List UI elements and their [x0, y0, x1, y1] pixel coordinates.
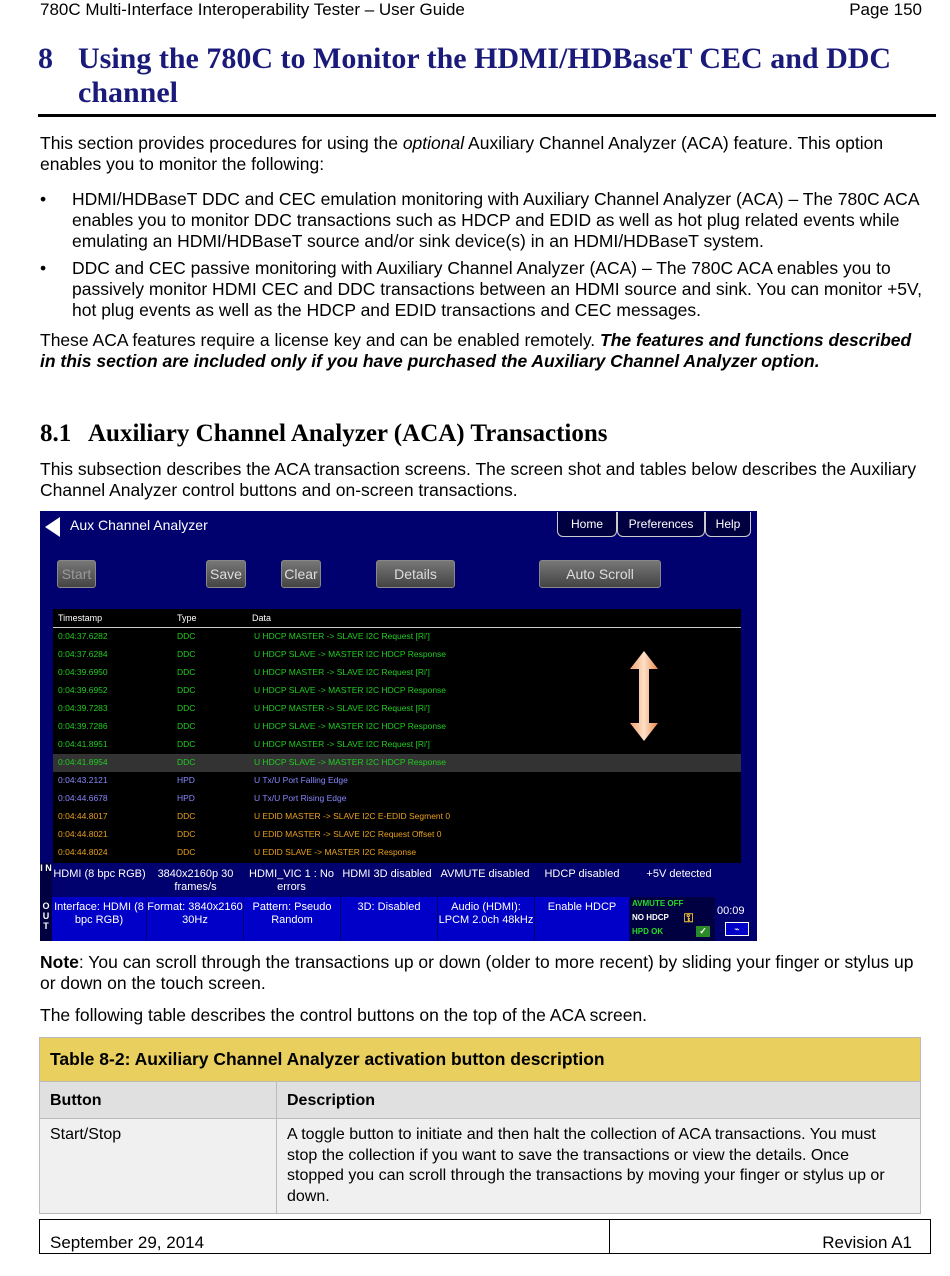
intro-emphasis: optional — [402, 133, 465, 153]
row-type: DDC — [177, 739, 196, 749]
row-data: U Tx/U Port Falling Edge — [254, 775, 348, 785]
subsection-number: 8.1 — [40, 420, 72, 447]
row-type: DDC — [177, 703, 196, 713]
table-row[interactable] — [53, 772, 741, 790]
avmute-indicator: AVMUTE OFF — [632, 899, 684, 908]
in-vic: HDMI_VIC 1 : No errors — [249, 868, 334, 893]
col-timestamp: Timestamp — [58, 613, 103, 623]
bullet-text: DDC and CEC passive monitoring with Auxiliary Channel Analyzer (ACA) – The 780C ACA enables you to passively monitor HDMI CEC and DDC transactions between an HDMI source and sink. You can monitor +5V, hot plug events as well as the HDCP and EDID transactions and CEC messages. — [72, 258, 922, 320]
help-tab[interactable]: Help — [705, 512, 751, 537]
aca-screenshot — [40, 511, 757, 941]
row-data: U HDCP MASTER -> SLAVE I2C Request [Ri'] — [254, 703, 430, 713]
note-paragraph — [40, 952, 930, 994]
row-timestamp: 0:04:39.7283 — [58, 703, 108, 713]
intro-text: This section provides procedures for using the — [40, 133, 403, 153]
bullet-item — [40, 258, 930, 321]
hpd-indicator: HPD OK — [632, 927, 664, 936]
cell-button: Start/Stop — [40, 1119, 277, 1214]
bullet-text: HDMI/HDBaseT DDC and CEC emulation monitoring with Auxiliary Channel Analyzer (ACA) – The 780C ACA enables you to monitor DDC transactions such as HDCP and EDID as well as hot plug related events while emulating an HDMI/HDBaseT source and/or sink device(s) in an HDMI/HDBaseT system. — [72, 189, 919, 251]
out-audio-button[interactable]: Audio (HDMI): LPCM 2.0ch 48kHz — [438, 897, 535, 941]
enable-hdcp-button[interactable]: Enable HDCP — [535, 897, 630, 941]
row-timestamp: 0:04:44.8024 — [58, 847, 108, 857]
preferences-tab[interactable]: Preferences — [617, 512, 705, 537]
subsection-title: Auxiliary Channel Analyzer (ACA) Transactions — [88, 420, 608, 447]
row-timestamp: 0:04:44.8021 — [58, 829, 108, 839]
note-text: : You can scroll through the transactions up or down (older to more recent) by sliding your finger or stylus up or down on the touch screen. — [40, 952, 914, 993]
row-type: DDC — [177, 649, 196, 659]
row-data: U HDCP MASTER -> SLAVE I2C Request [Ri'] — [254, 739, 430, 749]
row-timestamp: 0:04:37.6282 — [58, 631, 108, 641]
section-number: 8 — [38, 42, 53, 75]
row-data: U HDCP SLAVE -> MASTER I2C HDCP Response — [254, 685, 447, 695]
bullet-symbol: • — [40, 189, 47, 209]
key-icon: ⚿ — [684, 911, 694, 925]
save-button[interactable]: Save — [206, 560, 246, 588]
in-format: 3840x2160p 30 frames/s — [157, 868, 234, 893]
row-timestamp: 0:04:44.6678 — [58, 793, 108, 803]
out-pattern-button[interactable]: Pattern: Pseudo Random — [244, 897, 341, 941]
license-text: These ACA features require a license key and can be enabled remotely. — [40, 330, 601, 350]
table-caption: Table 8-2: Auxiliary Channel Analyzer activation button description — [40, 1038, 921, 1082]
status-indicators — [630, 897, 715, 941]
row-type: DDC — [177, 685, 196, 695]
cell-description: A toggle button to initiate and then halt the collection of ACA transactions. You must stop the collection if you want to save the transactions or view the details. Once stopped you can scroll through the transactions by moving your finger or stylus up or down. — [277, 1119, 921, 1214]
row-type: DDC — [177, 811, 196, 821]
footer-divider — [609, 1220, 610, 1253]
row-timestamp: 0:04:39.6950 — [58, 667, 108, 677]
home-tab[interactable]: Home — [557, 512, 617, 537]
auto-scroll-button[interactable]: Auto Scroll — [539, 560, 661, 588]
start-button[interactable]: Start — [57, 560, 96, 588]
out-label: O U T — [40, 897, 52, 941]
row-timestamp: 0:04:41.8954 — [58, 757, 108, 767]
button-description-table — [39, 1037, 921, 1214]
transaction-table[interactable] — [53, 609, 741, 863]
row-type: DDC — [177, 721, 196, 731]
bullet-item — [40, 189, 930, 252]
table-row[interactable] — [53, 754, 741, 772]
row-data: U HDCP SLAVE -> MASTER I2C HDCP Response — [254, 721, 447, 731]
row-data: U EDID MASTER -> SLAVE I2C Request Offset 0 — [254, 829, 442, 839]
license-paragraph — [40, 330, 930, 372]
bullet-symbol: • — [40, 258, 47, 278]
table-row[interactable] — [53, 826, 741, 844]
intro-text-cont: Auxiliary Channel Analyzer (ACA) feature. This option enables you to monitor the following: — [40, 133, 884, 174]
back-arrow-icon[interactable] — [45, 517, 60, 537]
feature-bullets — [40, 189, 930, 327]
license-emphasis: The features and functions described in this section are included only if you have purchased the Auxiliary Channel Analyzer option. — [40, 330, 912, 371]
table-intro: The following table describes the control buttons on the top of the ACA screen. — [40, 1005, 648, 1025]
row-type: DDC — [177, 829, 196, 839]
table-header — [53, 609, 741, 628]
hdcp-indicator: NO HDCP — [632, 913, 669, 922]
header-description: Description — [277, 1082, 921, 1119]
scroll-arrow-icon — [630, 651, 658, 741]
footer-revision: Revision A1 — [822, 1233, 912, 1252]
out-format-button[interactable]: Format: 3840x2160 30Hz — [147, 897, 244, 941]
in-5v: +5V detected — [646, 868, 712, 880]
subsection-heading — [40, 420, 607, 448]
output-status-bar — [40, 897, 757, 941]
in-interface: HDMI (8 bpc RGB) — [53, 868, 146, 880]
app-titlebar — [40, 511, 757, 541]
row-timestamp: 0:04:39.7286 — [58, 721, 108, 731]
table-row — [40, 1119, 921, 1214]
row-timestamp: 0:04:43.2121 — [58, 775, 108, 785]
row-type: HPD — [177, 775, 195, 785]
header-button: Button — [40, 1082, 277, 1119]
col-data: Data — [252, 613, 272, 623]
out-3d-button[interactable]: 3D: Disabled — [341, 897, 438, 941]
section-title: Using the 780C to Monitor the HDMI/HDBaseT CEC and DDC channel — [78, 42, 892, 109]
row-data: U HDCP MASTER -> SLAVE I2C Request [Ri'] — [254, 667, 430, 677]
table-row[interactable] — [53, 844, 741, 862]
note-label: Note — [40, 952, 79, 972]
subsection-intro: This subsection describes the ACA transaction screens. The screen shot and tables below describes the Auxiliary Channel Analyzer control buttons and on-screen transactions. — [40, 459, 917, 500]
page-header — [40, 0, 922, 24]
row-data: U HDCP SLAVE -> MASTER I2C HDCP Response — [254, 757, 447, 767]
row-type: HPD — [177, 793, 195, 803]
row-type: DDC — [177, 847, 196, 857]
function-icon[interactable]: ⌁ — [725, 922, 749, 936]
footer-date: September 29, 2014 — [50, 1233, 205, 1252]
in-avmute: AVMUTE disabled — [440, 868, 530, 880]
page-footer — [39, 1219, 931, 1254]
details-button[interactable]: Details — [376, 560, 455, 588]
in-3d: HDMI 3D disabled — [342, 868, 432, 880]
row-timestamp: 0:04:44.8017 — [58, 811, 108, 821]
elapsed-time: 00:09 — [717, 905, 745, 917]
row-data: U HDCP SLAVE -> MASTER I2C HDCP Response — [254, 649, 447, 659]
in-label: I N — [40, 863, 52, 897]
row-type: DDC — [177, 757, 196, 767]
app-title: Aux Channel Analyzer — [70, 517, 208, 533]
row-data: U EDID MASTER -> SLAVE I2C E-EDID Segment 0 — [254, 811, 451, 821]
table-row[interactable] — [53, 628, 741, 646]
col-type: Type — [177, 613, 197, 623]
clear-button[interactable]: Clear — [281, 560, 321, 588]
row-data: U Tx/U Port Rising Edge — [254, 793, 347, 803]
row-timestamp: 0:04:41.8951 — [58, 739, 108, 749]
row-data: U HDCP MASTER -> SLAVE I2C Request [Ri'] — [254, 631, 430, 641]
checkmark-icon: ✓ — [696, 926, 710, 937]
header-title: 780C Multi-Interface Interoperability Tester – User Guide — [40, 0, 465, 19]
table-row[interactable] — [53, 790, 741, 808]
row-type: DDC — [177, 667, 196, 677]
in-hdcp: HDCP disabled — [544, 868, 620, 880]
row-timestamp: 0:04:39.6952 — [58, 685, 108, 695]
row-data: U EDID SLAVE -> MASTER I2C Response — [254, 847, 417, 857]
input-status-bar — [40, 863, 757, 897]
out-interface-button[interactable]: Interface: HDMI (8 bpc RGB) — [52, 897, 147, 941]
page-number: Page 150 — [849, 0, 922, 19]
row-type: DDC — [177, 631, 196, 641]
intro-paragraph — [40, 133, 930, 175]
row-timestamp: 0:04:37.6284 — [58, 649, 108, 659]
section-heading — [38, 42, 936, 117]
table-row[interactable] — [53, 808, 741, 826]
